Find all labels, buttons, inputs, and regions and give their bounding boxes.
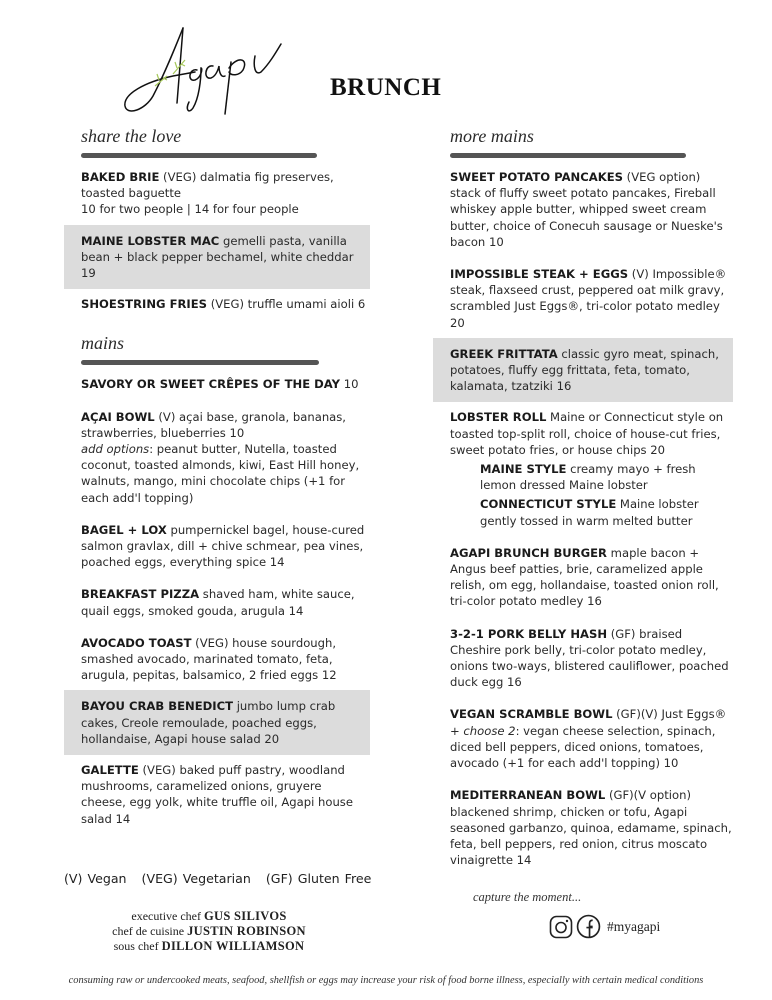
menu-item xyxy=(64,586,370,618)
item-description: (GF)(V option) blackened shrimp, chicken or tofu, Agapi seasoned garbanzo, quinoa, edamame, spinach, feta, bell peppers, red onion, citrus moscato vinaigrette 14 xyxy=(450,788,732,868)
section-heading-share: share the love xyxy=(81,126,182,146)
item-description: classic gyro meat, spinach, potatoes, fluffy egg frittata, feta, tomato, kalamata, tzatziki 16 xyxy=(450,346,719,394)
capture-tagline: capture the moment... xyxy=(473,890,582,904)
legend-vegetarian: (VEG) Vegetarian xyxy=(141,871,251,886)
item-note: choose 2 xyxy=(463,723,516,738)
item-name: BAKED BRIE xyxy=(81,170,160,184)
menu-item xyxy=(433,169,733,250)
item-description: 10 xyxy=(340,377,359,392)
sub-item-name: CONNECTICUT STYLE xyxy=(480,497,617,512)
menu-item xyxy=(64,169,370,218)
item-description: (VEG) dalmatia fig preserves, toasted baguette xyxy=(81,170,334,201)
item-description: (V) Impossible® steak, flaxseed crust, peppered oat milk gravy, scrambled Just Eggs®, tri-color potato medley 20 xyxy=(450,267,727,330)
item-description: (VEG) baked puff pastry, woodland mushrooms, caramelized onions, gruyere cheese, egg yolk, white truffle oil, Agapi house salad 14 xyxy=(81,763,353,826)
section-heading-mains: mains xyxy=(81,333,125,354)
item-description: gemelli pasta, vanilla bean + black pepper bechamel, white cheddar 19 xyxy=(81,233,354,281)
item-name: VEGAN SCRAMBLE BOWL xyxy=(450,707,613,722)
sub-item-description: Maine lobster gently tossed in warm melted butter xyxy=(480,497,699,528)
legend-gluten-free: (GF) Gluten Free xyxy=(265,871,372,886)
item-price-options: 10 for two people | 14 for four people xyxy=(81,202,299,217)
item-description: (VEG option) stack of fluffy sweet potato pancakes, Fireball whiskey apple butter, whipped sweet cream butter, choice of Conecuh sausage or Nueske's bacon 10 xyxy=(450,170,723,249)
instagram-icon[interactable] xyxy=(549,915,573,939)
more-mains-items xyxy=(433,169,733,868)
chef-line: sous chef DILLON WILLIAMSON xyxy=(113,939,305,953)
item-description: maple bacon + Angus beef patties, brie, caramelized apple relish, om egg, hollandaise, toasted onion roll, tri-color potato medley 16 xyxy=(450,545,719,609)
section-divider xyxy=(450,153,686,158)
share-items xyxy=(64,169,370,312)
item-options: : vegan cheese selection, spinach, diced bell peppers, diced onions, tomatoes, avocado (+1 for each add'l topping) 10 xyxy=(450,723,716,771)
chef-line: executive chef GUS SILIVOS xyxy=(131,909,287,923)
item-name: LOBSTER ROLL xyxy=(450,410,547,425)
mains-items xyxy=(64,376,370,826)
section-heading-more-mains: more mains xyxy=(450,126,534,146)
menu-item xyxy=(433,338,733,403)
item-name: GALETTE xyxy=(81,763,139,778)
agapi-logo xyxy=(115,18,285,118)
menu-item xyxy=(64,762,370,827)
item-name: GREEK FRITTATA xyxy=(450,346,558,361)
left-column xyxy=(64,126,370,827)
item-name: MEDITERRANEAN BOWL xyxy=(450,788,606,803)
menu-item xyxy=(433,706,733,771)
menu-item xyxy=(64,635,370,684)
item-description: (GF) braised Cheshire pork belly, tri-color potato medley, onions two-ways, blistered cauliflower, poached duck egg 16 xyxy=(450,626,729,690)
item-name: AVOCADO TOAST xyxy=(81,635,192,650)
item-name: SAVORY OR SWEET CRÊPES OF THE DAY xyxy=(81,377,341,392)
item-name: SWEET POTATO PANCAKES xyxy=(450,170,623,184)
item-name: BAYOU CRAB BENEDICT xyxy=(81,699,234,714)
health-disclaimer: consuming raw or undercooked meats, seafood, shellfish or eggs may increase your risk of food borne illness, especially with certain medical conditions xyxy=(68,975,704,986)
item-name: BAGEL + LOX xyxy=(81,522,167,537)
item-name: IMPOSSIBLE STEAK + EGGS xyxy=(450,267,629,282)
item-name: BREAKFAST PIZZA xyxy=(81,587,200,602)
item-name: MAINE LOBSTER MAC xyxy=(81,233,220,248)
item-description: (VEG) house sourdough, smashed avocado, marinated tomato, feta, arugula, pepitas, balsamico, 2 fried eggs 12 xyxy=(81,635,337,683)
legend-vegan: (V) Vegan xyxy=(64,871,127,886)
menu-item xyxy=(64,409,370,506)
item-description: (V) açai base, granola, bananas, strawberries, blueberries 10 xyxy=(81,409,346,440)
item-name: 3-2-1 PORK BELLY HASH xyxy=(450,626,608,641)
section-divider xyxy=(81,153,317,158)
chef-credits xyxy=(64,909,354,954)
item-name: AÇAI BOWL xyxy=(81,409,155,424)
menu-item xyxy=(433,409,733,528)
right-column xyxy=(433,126,733,868)
menu-item xyxy=(64,690,370,755)
item-description: (GF)(V) Just Eggs® + xyxy=(450,707,727,738)
sub-item-name: MAINE STYLE xyxy=(480,462,567,477)
menu-item xyxy=(64,376,370,392)
section-divider xyxy=(81,360,319,365)
facebook-icon[interactable] xyxy=(576,914,601,939)
item-description: Maine or Connecticut style on toasted top-split roll, choice of house-cut fries, sweet potato fries, or house chips 20 xyxy=(450,410,724,457)
sub-item xyxy=(450,496,733,528)
social-links xyxy=(549,914,660,939)
menu-item xyxy=(64,296,370,312)
sub-item xyxy=(450,461,733,493)
menu-item xyxy=(433,545,733,610)
item-name: AGAPI BRUNCH BURGER xyxy=(450,545,607,560)
item-note: add options xyxy=(81,442,150,457)
sub-item-description: creamy mayo + fresh lemon dressed Maine lobster xyxy=(480,462,696,493)
item-options: : peanut butter, Nutella, toasted coconut, toasted almonds, kiwi, East Hill honey, walnuts, mango, mini chocolate chips (+1 for each add'l topping) xyxy=(81,442,360,505)
chef-line: chef de cuisine JUSTIN ROBINSON xyxy=(112,924,306,938)
menu-title: BRUNCH xyxy=(330,74,442,101)
menu-item xyxy=(64,225,370,290)
item-description: (VEG) truffle umami aioli 6 xyxy=(207,297,366,312)
menu-item xyxy=(64,522,370,571)
menu-item xyxy=(433,266,733,331)
menu-item xyxy=(433,787,733,868)
hashtag: #myagapi xyxy=(607,918,661,934)
item-description: shaved ham, white sauce, quail eggs, smoked gouda, arugula 14 xyxy=(81,587,355,618)
item-description: pumpernickel bagel, house-cured salmon gravlax, dill + chive schmear, pea vines, poached eggs, everything spice 14 xyxy=(81,522,365,570)
menu-item xyxy=(433,626,733,691)
item-description: jumbo lump crab cakes, Creole remoulade, poached eggs, hollandaise, Agapi house salad 20 xyxy=(81,699,336,746)
dietary-legend xyxy=(64,871,381,886)
item-name: SHOESTRING FRIES xyxy=(81,297,208,312)
